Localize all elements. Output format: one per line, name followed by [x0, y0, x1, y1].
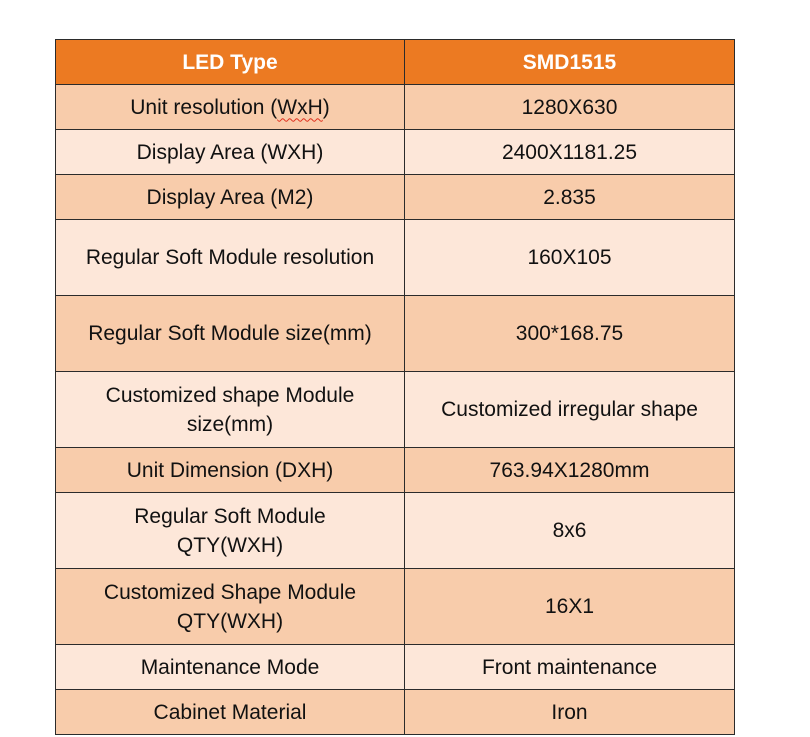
table-row — [56, 569, 735, 645]
table-row — [56, 85, 735, 130]
param-line-2: size(mm) — [186, 412, 274, 436]
table-row — [56, 493, 735, 569]
param-text-prefix: Unit resolution ( — [130, 95, 278, 119]
table-row — [56, 690, 735, 735]
table-row — [56, 220, 735, 296]
value-cell: 300*168.75 — [405, 296, 735, 372]
value-cell: 2400X1181.25 — [405, 130, 735, 175]
spellcheck-marked-text: WxH — [277, 95, 323, 119]
table-row — [56, 130, 735, 175]
value-cell: Customized irregular shape — [405, 372, 735, 448]
param-cell: Maintenance Mode — [56, 645, 405, 690]
header-param-cell: LED Type — [56, 40, 405, 85]
param-line-2: QTY(WXH) — [176, 533, 284, 557]
table-row — [56, 296, 735, 372]
param-cell — [56, 493, 405, 569]
table-row — [56, 645, 735, 690]
spec-table — [55, 39, 735, 735]
param-cell: Display Area (WXH) — [56, 130, 405, 175]
table-row — [56, 372, 735, 448]
param-cell: Regular Soft Module size(mm) — [56, 296, 405, 372]
param-line-2: QTY(WXH) — [176, 609, 284, 633]
param-line-1: Customized Shape Module — [103, 580, 357, 604]
value-cell: 2.835 — [405, 175, 735, 220]
value-cell: 16X1 — [405, 569, 735, 645]
param-line-1: Regular Soft Module — [134, 504, 326, 528]
param-cell: Display Area (M2) — [56, 175, 405, 220]
param-cell: Regular Soft Module resolution — [56, 220, 405, 296]
header-row — [56, 40, 735, 85]
value-cell: 1280X630 — [405, 85, 735, 130]
table-row — [56, 448, 735, 493]
value-cell: Iron — [405, 690, 735, 735]
param-cell — [56, 569, 405, 645]
value-cell: 160X105 — [405, 220, 735, 296]
value-cell: Front maintenance — [405, 645, 735, 690]
value-cell: 8x6 — [405, 493, 735, 569]
param-cell — [56, 85, 405, 130]
param-cell: Unit Dimension (DXH) — [56, 448, 405, 493]
value-cell: 763.94X1280mm — [405, 448, 735, 493]
param-text-suffix: ) — [322, 95, 330, 119]
param-cell: Cabinet Material — [56, 690, 405, 735]
table-row — [56, 175, 735, 220]
header-value-cell: SMD1515 — [405, 40, 735, 85]
param-line-1: Customized shape Module — [105, 383, 355, 407]
param-cell — [56, 372, 405, 448]
